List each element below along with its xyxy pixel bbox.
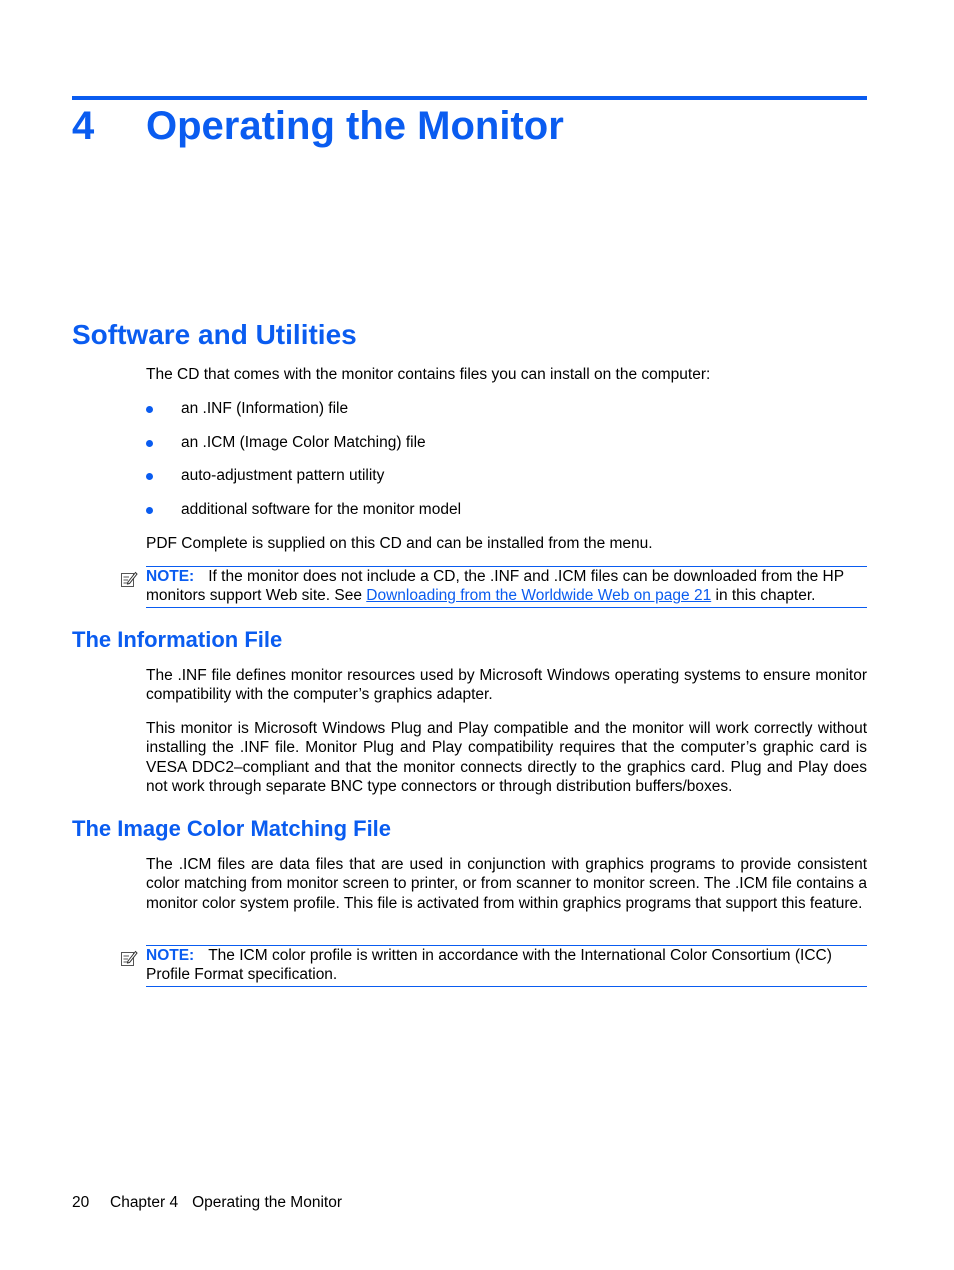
chapter-number: 4 [72, 104, 95, 148]
section-heading-icm-file: The Image Color Matching File [72, 816, 392, 841]
information-para-1: The .INF file defines monitor resources used by Microsoft Windows operating systems to ensure monitor compatibility with the computer’s graphics adapter. [146, 667, 867, 704]
software-intro: The CD that comes with the monitor contains files you can install on the computer: [146, 366, 711, 383]
footer-chapter-title: Operating the Monitor [192, 1194, 342, 1211]
page-footer [72, 1193, 342, 1212]
bullet-text: additional software for the monitor model [181, 501, 462, 518]
bullet-text: an .INF (Information) file [181, 400, 349, 417]
bullet-dot-icon [146, 473, 153, 480]
note-label: NOTE: [146, 947, 195, 964]
bullet-dot-icon [146, 507, 153, 514]
note-box-cd [118, 566, 867, 608]
pdf-complete-text: PDF Complete is supplied on this CD and can be installed from the menu. [146, 535, 653, 552]
note-text-before: If the monitor does not include a CD, the .INF and .ICM files can be downloaded from the HP monitors support Web site. See [146, 568, 844, 605]
bullet-dot-icon [146, 440, 153, 447]
chapter-title: Operating the Monitor [146, 104, 564, 148]
note-text: The ICM color profile is written in accordance with the International Color Consortium (ICC) Profile Format specification. [146, 947, 832, 984]
note-text-after: in this chapter. [711, 587, 816, 605]
icm-para-1: The .ICM files are data files that are used in conjunction with graphics programs to provide consistent color matching from monitor screen to printer, or from scanner to monitor screen. The .ICM file contains a monitor color system profile. This file is activated from within graphics programs that support this feature. [146, 856, 867, 912]
page-number: 20 [72, 1194, 90, 1211]
note-box-icc [118, 945, 867, 987]
bullet-text: an .ICM (Image Color Matching) file [181, 434, 426, 451]
chapter-heading [72, 100, 564, 152]
information-para-2: This monitor is Microsoft Windows Plug and Play compatible and the monitor will work correctly without installing the .INF file. Monitor Plug and Play compatibility requires that the computer’s graphic card is VESA DDC2–compliant and that the monitor connects directly to the graphics card. Plug and Play does not work through separate BNC type connectors or through distribution buffers/boxes. [146, 720, 867, 795]
note-rule-bottom [146, 607, 867, 608]
note-rule-bottom [146, 986, 867, 987]
downloading-link[interactable]: Downloading from the Worldwide Web on page 21 [366, 587, 712, 605]
note-pencil-icon [120, 949, 138, 967]
note-pencil-icon [120, 570, 138, 588]
footer-chapter-label: Chapter 4 [110, 1194, 179, 1211]
bullet-dot-icon [146, 406, 153, 413]
section-heading-software: Software and Utilities [72, 319, 357, 350]
note-body [146, 567, 867, 606]
bullet-text: auto-adjustment pattern utility [181, 467, 385, 484]
section-heading-information-file: The Information File [72, 627, 283, 652]
note-body [146, 946, 867, 985]
note-label: NOTE: [146, 568, 195, 585]
